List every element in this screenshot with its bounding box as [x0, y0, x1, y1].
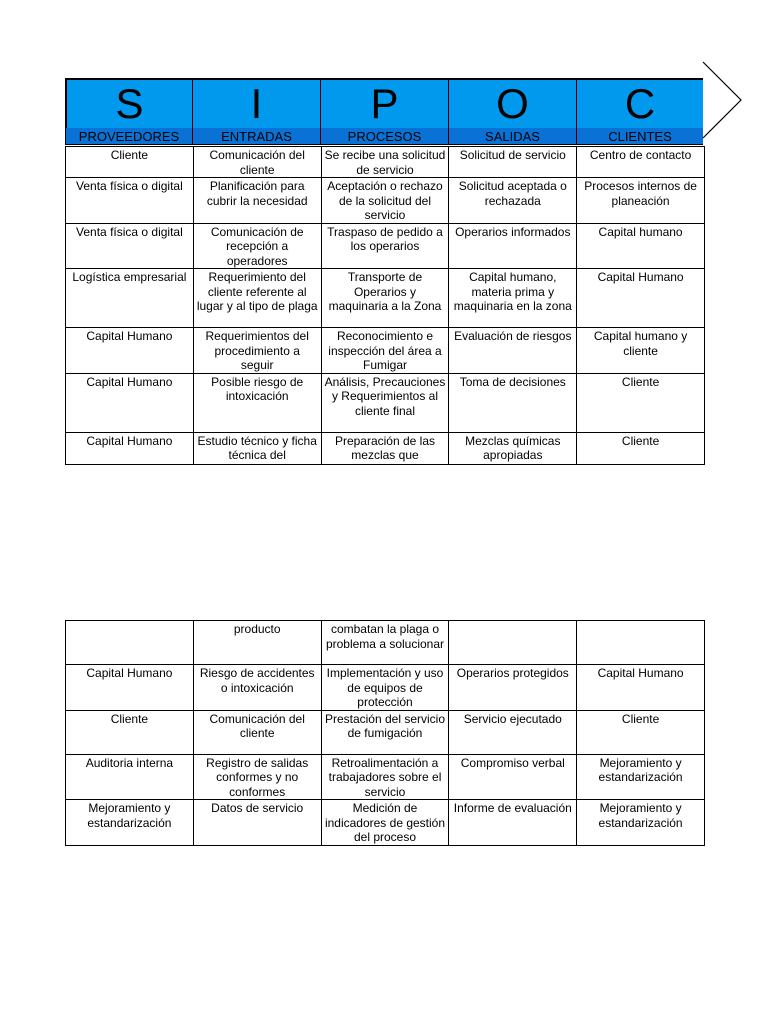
table-row — [66, 328, 705, 374]
letter-c: C — [624, 80, 656, 127]
table-cell: Datos de servicio — [193, 800, 321, 846]
table-cell: Capital Humano — [577, 269, 705, 328]
table-row — [66, 710, 705, 754]
table-cell: Cliente — [66, 147, 194, 178]
letter-i: I — [193, 80, 321, 128]
table-cell: Centro de contacto — [577, 147, 705, 178]
table-cell: Análisis, Precauciones y Requerimientos al cliente final — [321, 373, 449, 432]
table-cell — [577, 621, 705, 665]
table-cell: Retroalimentación a trabajadores sobre el servicio — [321, 754, 449, 800]
table-cell: Cliente — [577, 432, 705, 464]
table-cell: Capital Humano — [66, 328, 194, 374]
table-cell: Servicio ejecutado — [449, 710, 577, 754]
sipoc-table-bottom — [65, 620, 705, 846]
table-row — [66, 269, 705, 328]
table-cell: Capital humano, materia prima y maquinaria en la zona — [449, 269, 577, 328]
table-cell: Cliente — [577, 710, 705, 754]
label-entradas: ENTRADAS — [193, 128, 321, 144]
table-cell: Comunicación de recepción a operadores — [193, 223, 321, 269]
table-cell: Transporte de Operarios y maquinaria a la Zona — [321, 269, 449, 328]
table-cell: Capital Humano — [66, 665, 194, 711]
table-cell — [449, 621, 577, 665]
table-cell: Se recibe una solicitud de servicio — [321, 147, 449, 178]
table-cell: Comunicación del cliente — [193, 147, 321, 178]
table-cell: Solicitud de servicio — [449, 147, 577, 178]
table-cell: producto — [193, 621, 321, 665]
table-cell: Auditoria interna — [66, 754, 194, 800]
table-cell: Requerimientos del procedimiento a seguir — [193, 328, 321, 374]
table-row — [66, 432, 705, 464]
table-cell: Requerimiento del cliente referente al lugar y al tipo de plaga — [193, 269, 321, 328]
table-cell: Registro de salidas conformes y no conformes — [193, 754, 321, 800]
table-cell: Prestación del servicio de fumigación — [321, 710, 449, 754]
sipoc-letters-row — [65, 78, 703, 128]
table-cell: Procesos internos de planeación — [577, 178, 705, 224]
table-row — [66, 373, 705, 432]
table-cell: Capital Humano — [577, 665, 705, 711]
sipoc-table-top — [65, 146, 705, 465]
table-cell: Capital humano — [577, 223, 705, 269]
table-cell: Capital Humano — [66, 432, 194, 464]
table-cell: Mezclas químicas apropiadas — [449, 432, 577, 464]
table-row — [66, 621, 705, 665]
table-row — [66, 754, 705, 800]
table-cell: Planificación para cubrir la necesidad — [193, 178, 321, 224]
table-cell: Traspaso de pedido a los operarios — [321, 223, 449, 269]
label-salidas: SALIDAS — [449, 128, 577, 144]
label-clientes: CLIENTES — [608, 128, 672, 144]
table-cell: Estudio técnico y ficha técnica del — [193, 432, 321, 464]
table-cell: Evaluación de riesgos — [449, 328, 577, 374]
table-cell: Preparación de las mezclas que — [321, 432, 449, 464]
flow-arrow-icon — [700, 60, 744, 140]
sipoc-labels-row — [65, 128, 703, 145]
table-cell: Operarios protegidos — [449, 665, 577, 711]
label-procesos: PROCESOS — [321, 128, 449, 144]
table-cell: Mejoramiento y estandarización — [66, 800, 194, 846]
table-cell: Capital Humano — [66, 373, 194, 432]
table-cell: Reconocimiento e inspección del área a Fumigar — [321, 328, 449, 374]
table-cell: Cliente — [66, 710, 194, 754]
letter-s: S — [65, 80, 193, 128]
table-cell: Comunicación del cliente — [193, 710, 321, 754]
table-cell: Riesgo de accidentes o intoxicación — [193, 665, 321, 711]
table-cell: Mejoramiento y estandarización — [577, 800, 705, 846]
table-cell: Venta física o digital — [66, 178, 194, 224]
table-cell: Medición de indicadores de gestión del proceso — [321, 800, 449, 846]
table-cell: combatan la plaga o problema a solucionar — [321, 621, 449, 665]
table-cell: Aceptación o rechazo de la solicitud del servicio — [321, 178, 449, 224]
table-cell: Logística empresarial — [66, 269, 194, 328]
table-cell: Compromiso verbal — [449, 754, 577, 800]
table-row — [66, 665, 705, 711]
label-proveedores: PROVEEDORES — [65, 128, 193, 144]
letter-o: O — [449, 80, 577, 128]
table-cell: Mejoramiento y estandarización — [577, 754, 705, 800]
table-cell: Toma de decisiones — [449, 373, 577, 432]
table-cell: Solicitud aceptada o rechazada — [449, 178, 577, 224]
table-cell: Operarios informados — [449, 223, 577, 269]
letter-p: P — [321, 80, 449, 128]
table-row — [66, 800, 705, 846]
table-cell: Capital humano y cliente — [577, 328, 705, 374]
table-cell: Posible riesgo de intoxicación — [193, 373, 321, 432]
table-row — [66, 147, 705, 178]
table-row — [66, 223, 705, 269]
table-cell: Cliente — [577, 373, 705, 432]
table-cell: Informe de evaluación — [449, 800, 577, 846]
sipoc-header — [65, 78, 703, 146]
table-cell — [66, 621, 194, 665]
table-cell: Implementación y uso de equipos de protección — [321, 665, 449, 711]
table-row — [66, 178, 705, 224]
table-cell: Venta física o digital — [66, 223, 194, 269]
